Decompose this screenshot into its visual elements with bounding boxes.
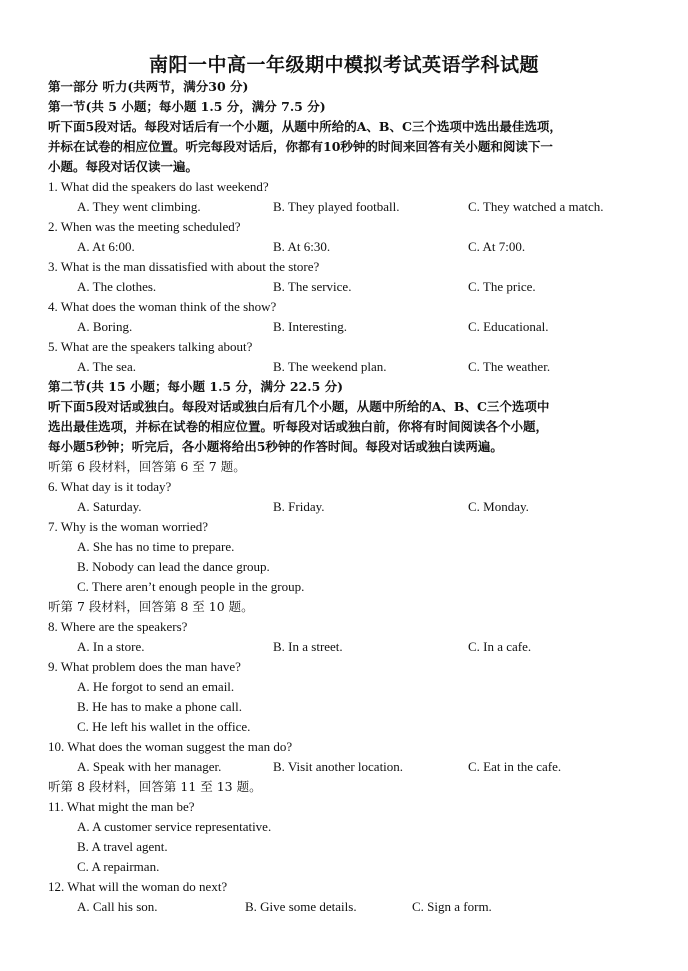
- option-c: C. The price.: [468, 279, 536, 294]
- question-stem: 5. What are the speakers talking about?: [48, 339, 253, 354]
- option-a: A. A customer service representative.: [77, 819, 272, 834]
- option-c: C. There aren’t enough people in the group.: [77, 579, 305, 594]
- option-b: B. Visit another location.: [273, 759, 404, 774]
- material-note: 听第 7 段材料，回答第 8 至 10 题。: [48, 599, 254, 614]
- question-stem: 7. Why is the woman worried?: [48, 519, 209, 534]
- option-a: A. In a store.: [77, 639, 145, 654]
- option-a: A. Speak with her manager.: [77, 759, 222, 774]
- option-b: B. He has to make a phone call.: [77, 699, 242, 714]
- question-stem: 12. What will the woman do next?: [48, 879, 228, 894]
- part-heading: 第一部分 听力(共两节，满分30 分): [48, 79, 249, 94]
- option-b: B. Nobody can lead the dance group.: [77, 559, 270, 574]
- section-heading: 第一节(共 5 小题；每小题 1.5 分，满分 7.5 分): [48, 99, 326, 114]
- option-b: B. At 6:30.: [273, 239, 331, 254]
- option-a: A. Saturday.: [77, 499, 142, 514]
- instruction-line: 并标在试卷的相应位置。听完每段对话后，你都有10秒钟的时间来回答有关小题和阅读下一: [48, 139, 553, 154]
- option-a: A. They went climbing.: [77, 199, 201, 214]
- instruction-line: 小题。每段对话仅读一遍。: [48, 159, 199, 174]
- option-c: C. Educational.: [468, 319, 549, 334]
- option-c: C. Sign a form.: [412, 899, 492, 914]
- option-b: B. Friday.: [273, 499, 325, 514]
- question-stem: 10. What does the woman suggest the man do?: [48, 739, 293, 754]
- instruction-line: 选出最佳选项，并标在试卷的相应位置。听每段对话或独白前，你将有时间阅读各个小题，: [48, 419, 549, 434]
- option-a: A. He forgot to send an email.: [77, 679, 235, 694]
- instruction-line: 每小题5秒钟；听完后，各小题将给出5秒钟的作答时间。每段对话或独白读两遍。: [48, 439, 503, 454]
- instruction-line: 听下面5段对话。每段对话后有一个小题，从题中所给的A、B、C三个选项中选出最佳选项，: [48, 119, 562, 134]
- option-c: C. At 7:00.: [468, 239, 526, 254]
- option-c: C. The weather.: [468, 359, 551, 374]
- section-heading: 第二节(共 15 小题；每小题 1.5 分，满分 22.5 分): [48, 379, 344, 394]
- option-b: B. Give some details.: [245, 899, 357, 914]
- question-stem: 4. What does the woman think of the show?: [48, 299, 277, 314]
- question-stem: 11. What might the man be?: [48, 799, 195, 814]
- option-b: B. In a street.: [273, 639, 343, 654]
- page-title: 南阳一中高一年级期中模拟考试英语学科试题: [148, 54, 539, 76]
- option-a: A. She has no time to prepare.: [77, 539, 235, 554]
- option-a: A. The clothes.: [77, 279, 157, 294]
- option-b: B. They played football.: [273, 199, 400, 214]
- question-stem: 9. What problem does the man have?: [48, 659, 241, 674]
- material-note: 听第 8 段材料，回答第 11 至 13 题。: [48, 779, 262, 794]
- option-a: A. At 6:00.: [77, 239, 135, 254]
- option-c: C. In a cafe.: [468, 639, 532, 654]
- question-stem: 3. What is the man dissatisfied with about the store?: [48, 259, 320, 274]
- option-c: C. He left his wallet in the office.: [77, 719, 251, 734]
- option-a: A. The sea.: [77, 359, 136, 374]
- option-c: C. They watched a match.: [468, 199, 604, 214]
- question-stem: 1. What did the speakers do last weekend?: [48, 179, 269, 194]
- question-stem: 2. When was the meeting scheduled?: [48, 219, 241, 234]
- instruction-line: 听下面5段对话或独白。每段对话或独白后有几个小题，从题中所给的A、B、C三个选项中: [48, 399, 550, 414]
- option-a: A. Boring.: [77, 319, 133, 334]
- option-c: C. Monday.: [468, 499, 529, 514]
- question-stem: 6. What day is it today?: [48, 479, 172, 494]
- option-c: C. Eat in the cafe.: [468, 759, 562, 774]
- option-b: B. The weekend plan.: [273, 359, 387, 374]
- option-c: C. A repairman.: [77, 859, 160, 874]
- option-b: B. Interesting.: [273, 319, 348, 334]
- option-b: B. A travel agent.: [77, 839, 168, 854]
- question-stem: 8. Where are the speakers?: [48, 619, 188, 634]
- option-a: A. Call his son.: [77, 899, 158, 914]
- material-note: 听第 6 段材料，回答第 6 至 7 题。: [48, 459, 246, 474]
- option-b: B. The service.: [273, 279, 352, 294]
